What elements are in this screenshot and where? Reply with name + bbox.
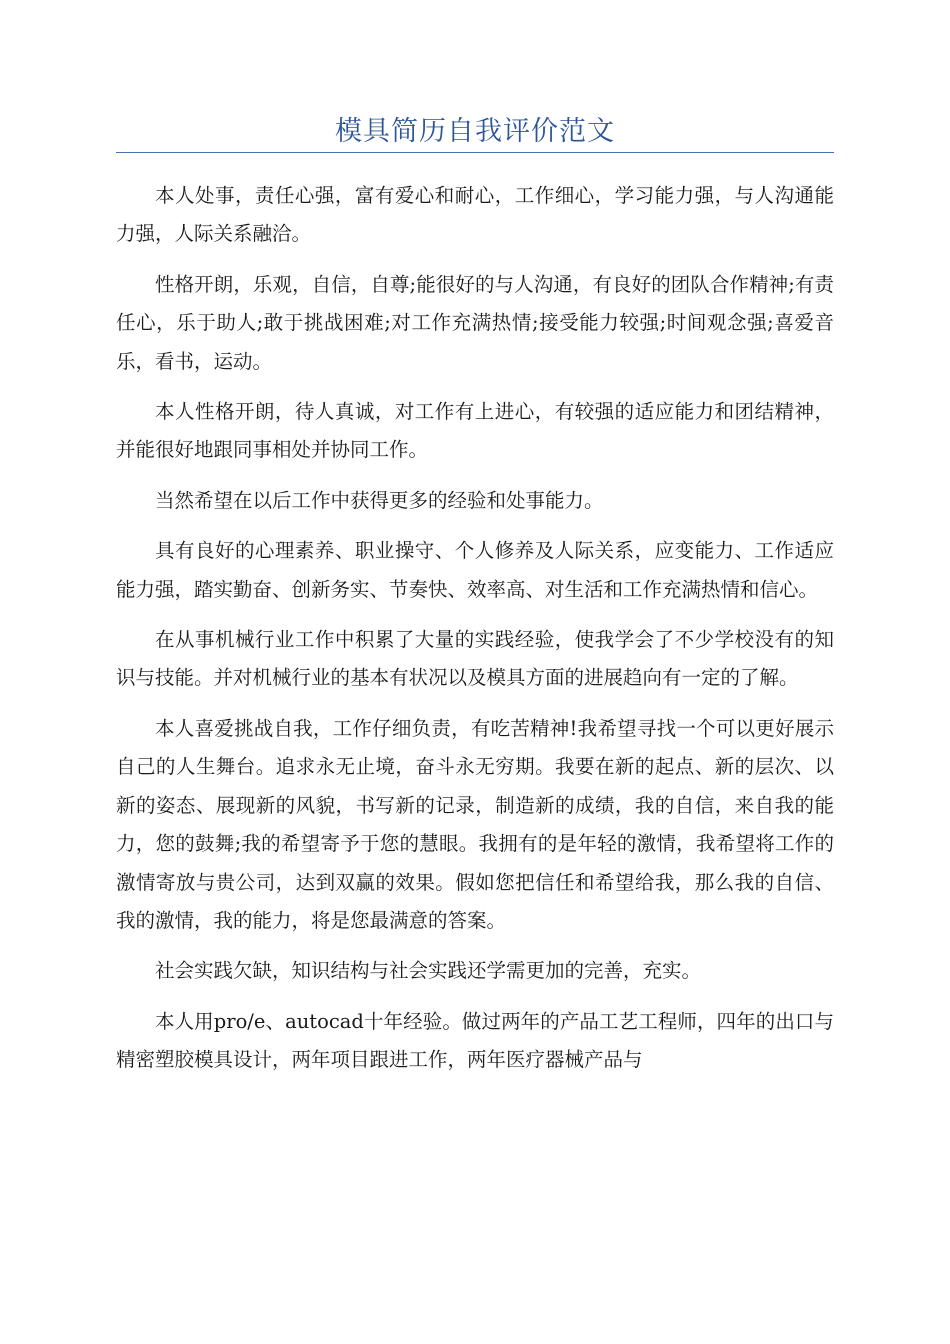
paragraph-7: 本人喜爱挑战自我，工作仔细负责，有吃苦精神!我希望寻找一个可以更好展示自己的人生舞台。追求永无止境，奋斗永无穷期。我要在新的起点、新的层次、以新的姿态、展现新的风貌，书写新的记录，制造新的成绩，我的自信，来自我的能力，您的鼓舞;我的希望寄予于您的慧眼。我拥有的是年轻的激情，我希望将工作的激情寄放与贵公司，达到双赢的效果。假如您把信任和希望给我，那么我的自信、我的激情，我的能力，将是您最满意的答案。	[116, 716, 834, 932]
title-underline	[116, 152, 834, 153]
paragraph-9: 本人用pro/e、autocad十年经验。做过两年的产品工艺工程师，四年的出口与精密塑胶模具设计，两年项目跟进工作，两年医疗器械产品与	[116, 1009, 834, 1072]
paragraph-5: 具有良好的心理素养、职业操守、个人修养及人际关系，应变能力、工作适应能力强，踏实勤奋、创新务实、节奏快、效率高、对生活和工作充满热情和信心。	[116, 539, 834, 601]
paragraph-8: 社会实践欠缺，知识结构与社会实践还学需更加的完善，充实。	[155, 959, 702, 983]
paragraph-1: 本人处事，责任心强，富有爱心和耐心，工作细心，学习能力强，与人沟通能力强，人际关系融洽。	[116, 184, 834, 246]
paragraph-3: 本人性格开朗，待人真诚，对工作有上进心，有较强的适应能力和团结精神，并能很好地跟同事相处并协同工作。	[116, 400, 834, 462]
document-title: 模具简历自我评价范文	[335, 116, 615, 147]
paragraph-6: 在从事机械行业工作中积累了大量的实践经验，使我学会了不少学校没有的知识与技能。并对机械行业的基本有状况以及模具方面的进展趋向有一定的了解。	[116, 628, 834, 690]
paragraph-4: 当然希望在以后工作中获得更多的经验和处事能力。	[155, 488, 604, 512]
paragraph-2: 性格开朗，乐观，自信，自尊;能很好的与人沟通，有良好的团队合作精神;有责任心，乐于助人;敢于挑战困难;对工作充满热情;接受能力较强;时间观念强;喜爱音乐，看书，运动。	[116, 272, 834, 373]
